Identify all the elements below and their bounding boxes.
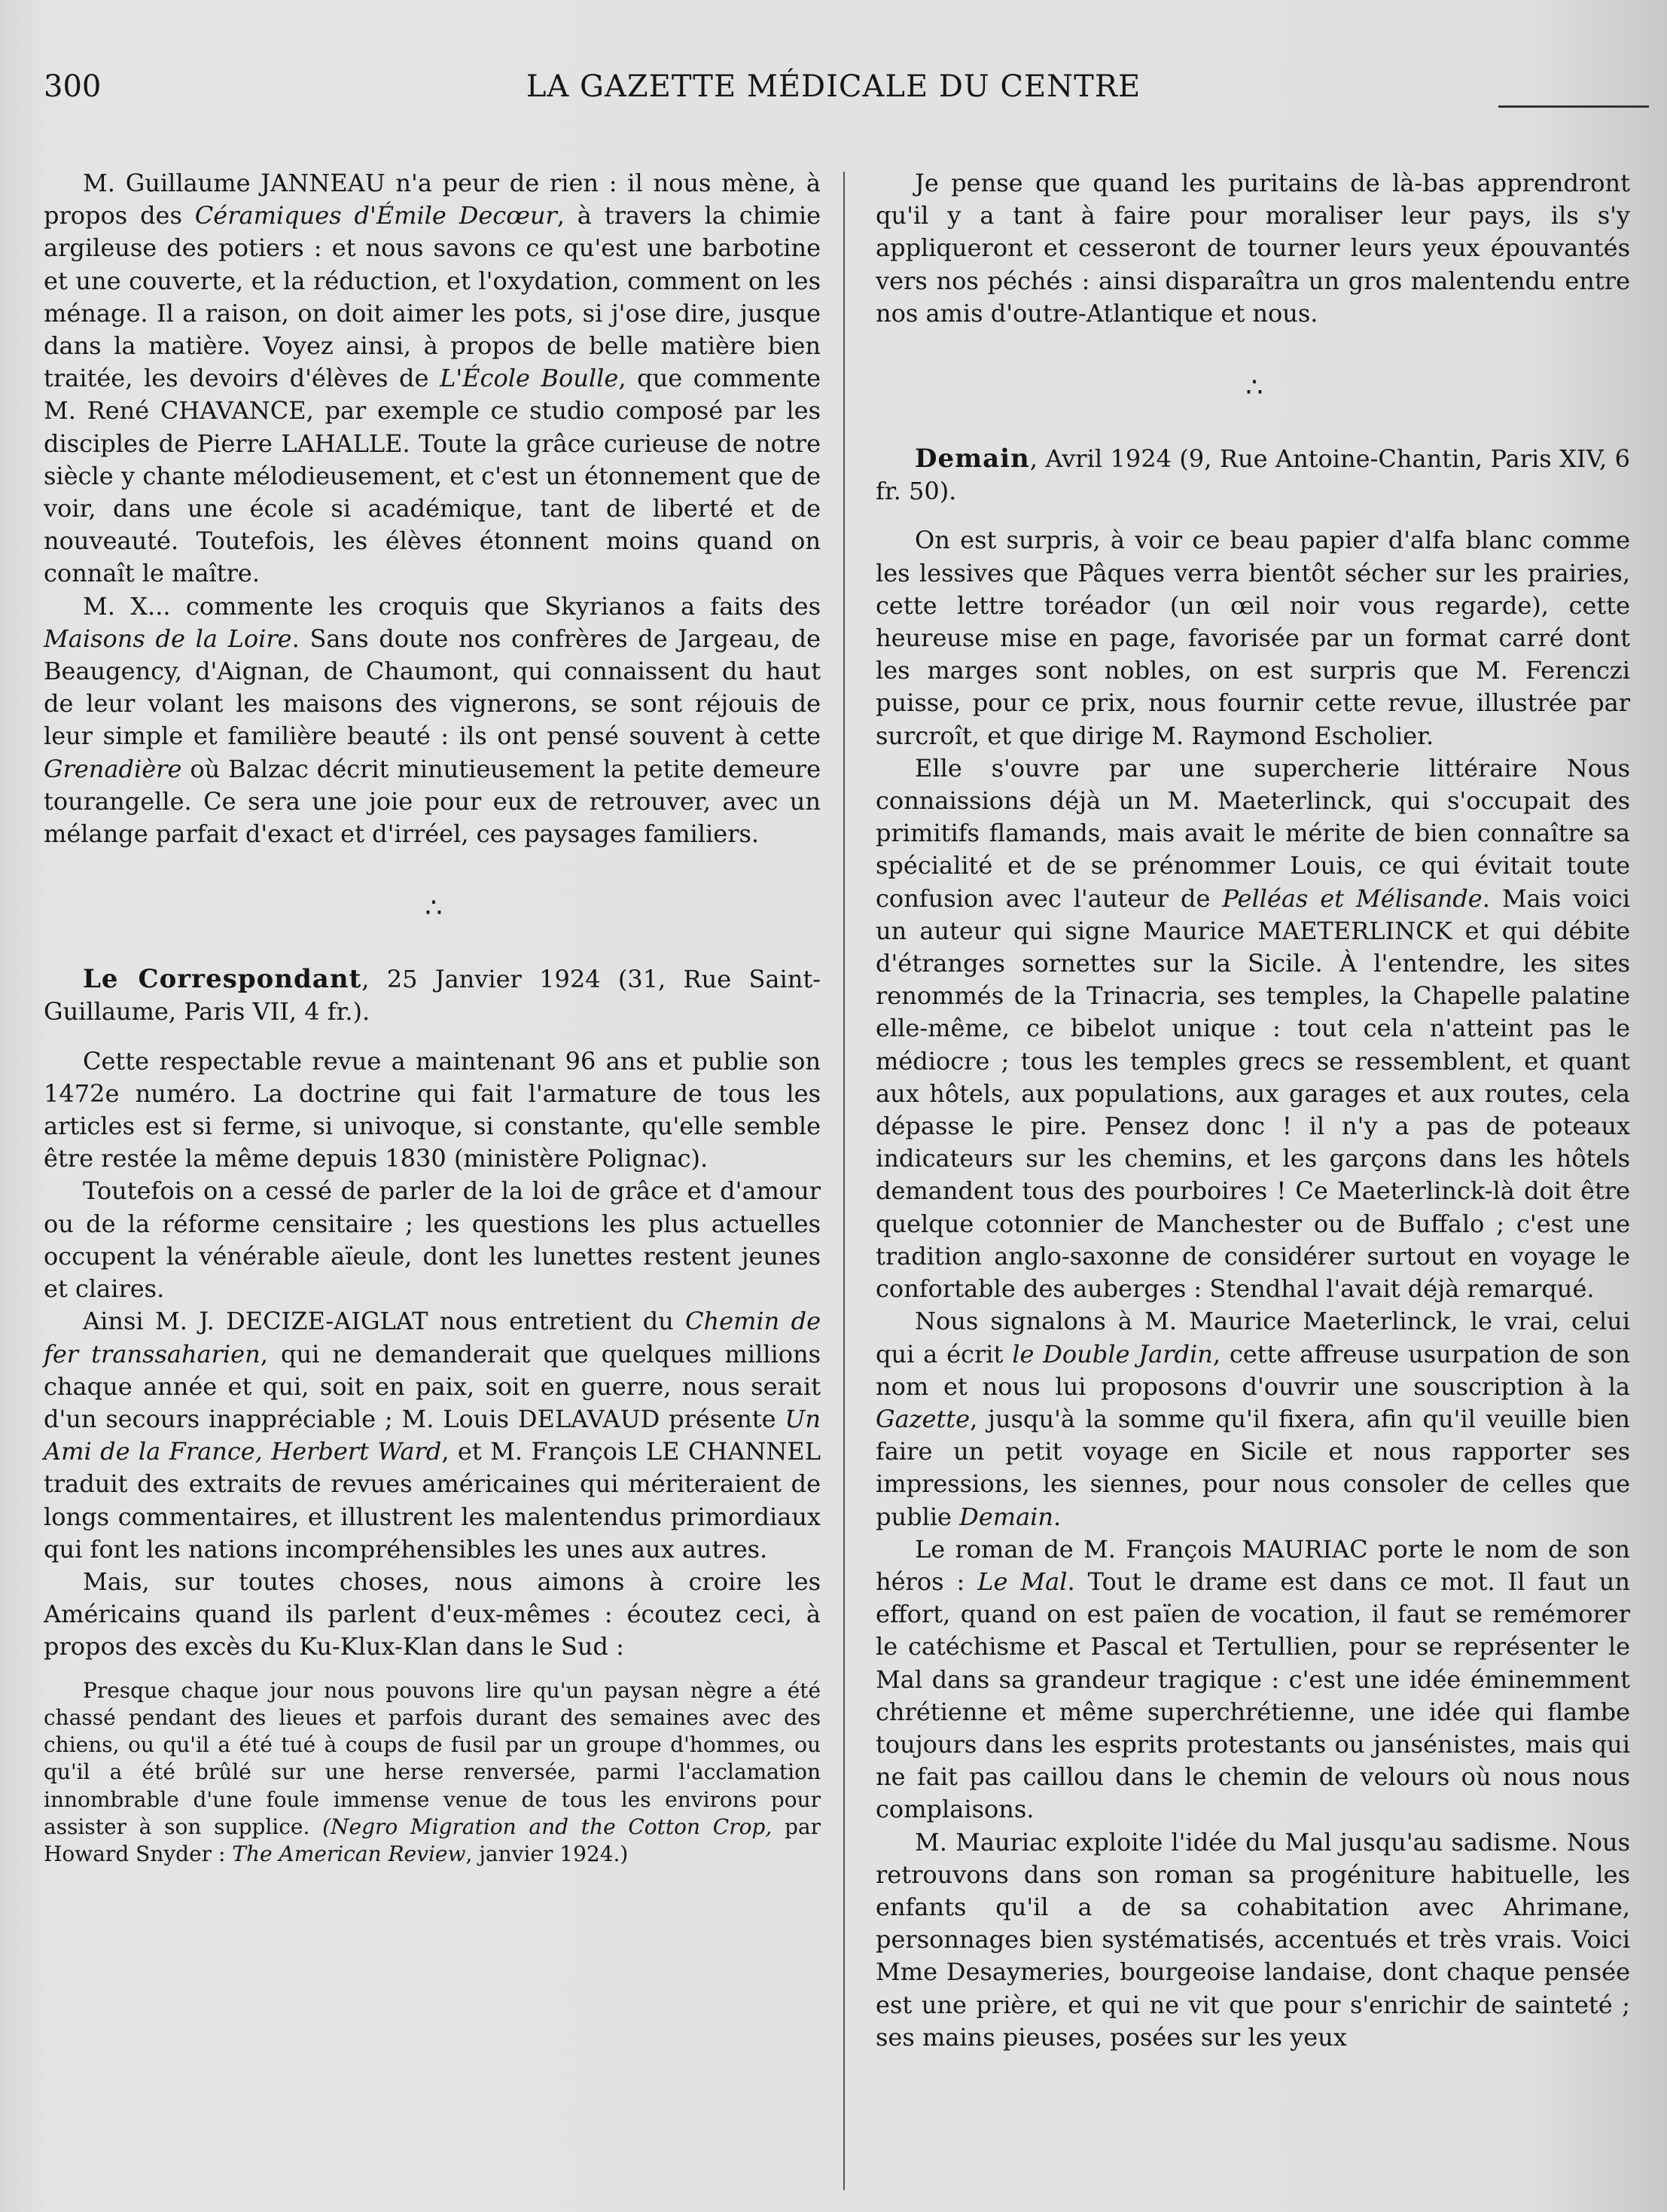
review-heading: Le Correspondant, 25 Janvier 1924 (31, Rue Saint-Guillaume, Paris VII, 4 fr.). <box>44 964 821 1027</box>
review-title: Demain <box>915 444 1030 474</box>
paragraph: M. Guillaume JANNEAU n'a peur de rien : il nous mène, à propos des Céramiques d'Émile Decœur, à travers la chimie argileuse des potiers : et nous savons ce qu'est une barbotine et une couverte, et la réduction, et l'oxydation, comment on les ménage. Il a raison, on doit aimer les pots, si j'ose dire, jusque dans la matière. Voyez ainsi, à propos de belle matière bien traitée, les devoirs d'élèves de L'École Boulle, que commente M. René CHAVANCE, par exemple ce studio composé par les disciples de Pierre LAHALLE. Toute la grâce curieuse de notre siècle y chante mélodieusement, et c'est un étonnement que de voir, dans une école si académique, tant de liberté et de nouveauté. Toutefois, les élèves étonnent moins quand on connaît le maître. <box>44 169 821 588</box>
paragraph: Ainsi M. J. DECIZE-AIGLAT nous entretient du Chemin de fer transsaharien, qui ne demanderait que quelques millions chaque année et qui, soit en paix, soit en guerre, nous serait d'un secours inappréciable ; M. Louis DELAVAUD présente Un Ami de la France, Herbert Ward, et M. François LE CHANNEL traduit des extraits de revues américaines qui mériteraient de longs commentaires, et illustrent les malentendus primordiaux qui font les nations incompréhensibles les unes aux autres. <box>44 1307 821 1564</box>
review-title: Le Correspondant <box>83 964 362 995</box>
paragraph: Le roman de M. François MAURIAC porte le nom de son héros : Le Mal. Tout le drame est dans ce mot. Il faut un effort, quand on est païen de vocation, il faut se remémorer le catéchisme et Pascal et Tertullien, pour se représenter le Mal dans sa grandeur tragique : c'est une idée éminemment chrétienne et même superchrétienne, une idée qui flambe toujours dans les esprits protestants ou jansénistes, mais qui ne fait pas caillou dans le chemin de velours où nous nous complaisons. <box>876 1534 1631 1824</box>
paragraph: M. X... commente les croquis que Skyrianos a faits des Maisons de la Loire. Sans doute nos confrères de Jargeau, de Beaugency, d'Aignan, de Chaumont, qui connaissent du haut de leur volant les maisons des vignerons, se sont réjouis de leur simple et familière beauté : ils ont pensé souvent à cette Grenadière où Balzac décrit minutieusement la petite demeure tourangelle. Ce sera une joie pour eux de retrouver, avec un mélange parfait d'exact et d'irréel, ces paysages familiers. <box>44 591 821 849</box>
paragraph: On est surpris, à voir ce beau papier d'alfa blanc comme les lessives que Pâques verra bientôt sécher sur les prairies, cette lettre toréador (un œil noir vous regarde), cette heureuse mise en page, favorisée par un format carré dont les marges sont nobles, on est surpris que M. Ferenczi puisse, pour ce prix, nous fournir cette revue, illustrée par surcroît, et que dirige M. Raymond Escholier. <box>876 526 1630 750</box>
paragraph: Nous signalons à M. Maurice Maeterlinck, le vrai, celui qui a écrit le Double Jardin, cette affreuse usurpation de son nom et nous lui proposons d'ouvrir une souscription à la Gazette, jusqu'à la somme qu'il fixera, afin qu'il veuille bien faire un petit voyage en Sicile et nous rapporter ses impressions, les siennes, pour nous consoler de celles que publie Demain. <box>876 1307 1631 1531</box>
paragraph: Cette respectable revue a maintenant 96 ans et publie son 1472e numéro. La doctrine qui fait l'armature de tous les articles est si ferme, si univoque, si constante, qu'elle semble être restée la même depuis 1830 (ministère Polignac). <box>44 1046 821 1173</box>
paragraph: Mais, sur toutes choses, nous aimons à croire les Américains quand ils parlent d'eux-mêmes : écoutez ceci, à propos des excès du Ku-Klux-Klan dans le Sud : <box>44 1567 821 1661</box>
review-heading: Demain, Avril 1924 (9, Rue Antoine-Chantin, Paris XIV, 6 fr. 50). <box>876 444 1630 506</box>
right-column <box>876 167 1630 2054</box>
column-rule <box>843 172 845 2190</box>
paragraph: Elle s'ouvre par une supercherie littéraire Nous connaissions déjà un M. Maeterlinck, qui s'occupait des primitifs flamands, mais avait le mérite de bien connaître sa spécialité et de se prénommer Louis, ce qui évitait toute confusion avec l'auteur de Pelléas et Mélisande. Mais voici un auteur qui signe Maurice MAETERLINCK et qui débite d'étranges sornettes sur la Sicile. À l'entendre, les sites renommés de la Trinacria, ses temples, la Chapelle palatine elle-même, ce bibelot unique : tout cela n'atteint pas le médiocre ; tous les temples grecs se ressemblent, et quant aux hôtels, aux populations, aux garages et aux routes, cela dépasse le pire. Pensez donc ! il n'y a pas de poteaux indicateurs sur les chemins, et les garçons dans les hôtels demandent tous des pourboires ! Ce Maeterlinck-là doit être quelque cotonnier de Manchester ou de Buffalo ; c'est une tradition anglo-saxonne de considérer surtout en voyage le confortable des auberges : Stendhal l'avait déjà remarqué. <box>876 753 1631 1304</box>
left-column <box>44 167 821 1869</box>
section-separator: ∴ <box>1245 372 1260 404</box>
block-quote: Presque chaque jour nous pouvons lire qu'un paysan nègre a été chassé pendant des lieues et parfois durant des semaines avec des chiens, ou qu'il a été tué à coups de fusil par un groupe d'hommes, ou qu'il a été brûlé sur une herse renversée, parmi l'acclamation innombrable d'une foule immense venue de tous les environs pour assister à son supplice. (Negro Migration and the Cotton Crop, par Howard Snyder : The American Review, janvier 1924.) <box>44 1677 821 1867</box>
section-separator: ∴ <box>425 892 440 924</box>
header-rule <box>1498 105 1649 108</box>
journal-title: LA GAZETTE MÉDICALE DU CENTRE <box>526 69 1141 104</box>
paragraph: Toutefois on a cessé de parler de la loi de grâce et d'amour ou de la réforme censitaire ; les questions les plus actuelles occupent la vénérable aïeule, dont les lunettes restent jeunes et claires. <box>44 1176 821 1304</box>
paragraph: Je pense que quand les puritains de là-bas apprendront qu'il y a tant à faire pour moraliser leur pays, ils s'y appliqueront et cesseront de tourner leurs yeux épouvantés vers nos péchés : ainsi disparaîtra un gros malentendu entre nos amis d'outre-Atlantique et nous. <box>876 169 1630 328</box>
paragraph: M. Mauriac exploite l'idée du Mal jusqu'au sadisme. Nous retrouvons dans son roman sa progéniture habituelle, les enfants qu'il a de sa cohabitation avec Ahrimane, personnages bien systématisés, accentués et très vrais. Voici Mme Desaymeries, bourgeoise landaise, dont chaque pensée est une prière, et qui ne vit que pour s'enrichir de sainteté ; ses mains pieuses, posées sur les yeux <box>876 1827 1630 2052</box>
page-number: 300 <box>44 69 102 104</box>
